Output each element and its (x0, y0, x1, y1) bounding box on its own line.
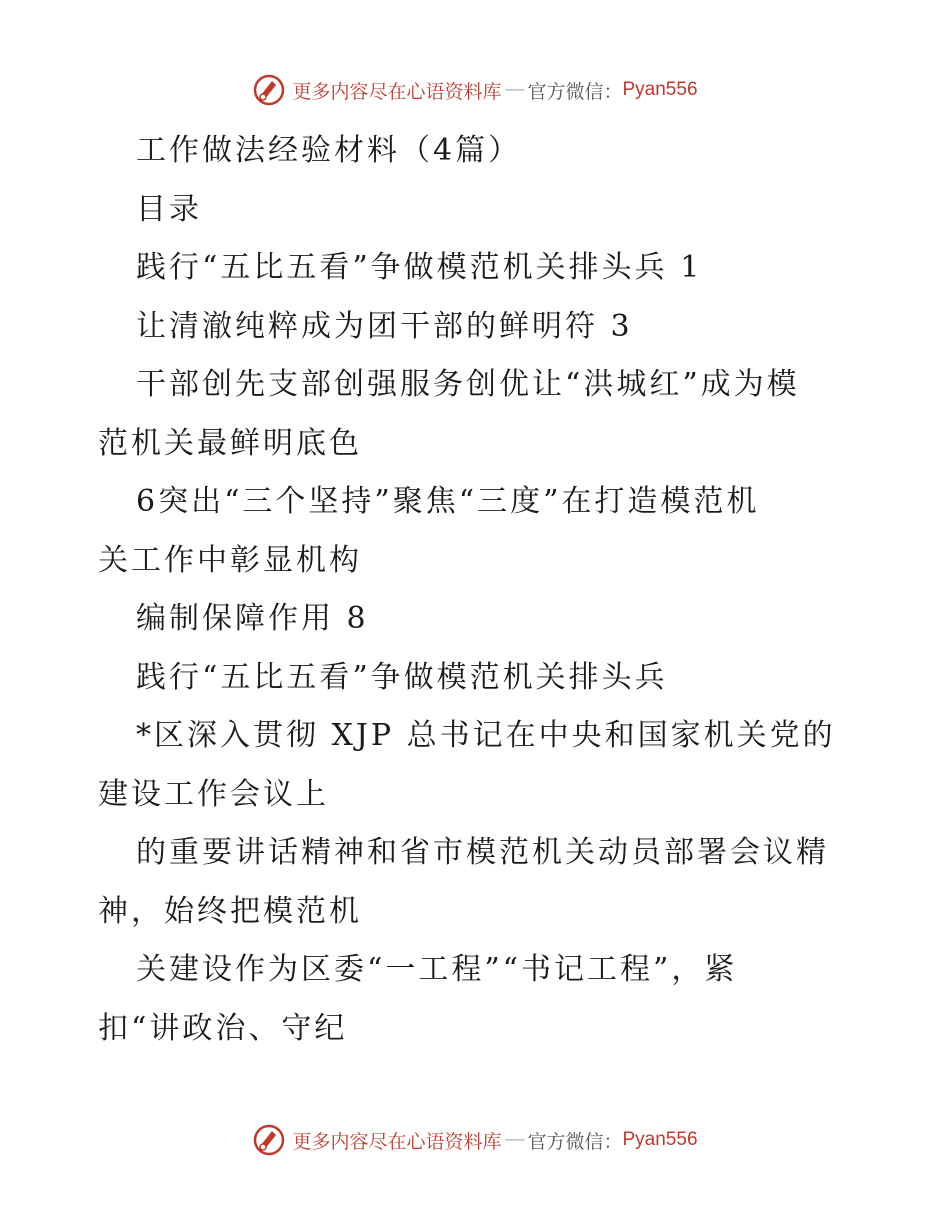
banner-text: 更多内容尽在心语资料库 (292, 1131, 502, 1153)
brand-logo-icon (252, 1123, 286, 1157)
doc-line: 关工作中彰显机构 (98, 542, 362, 578)
doc-line: 范机关最鲜明底色 (98, 425, 362, 461)
banner-id: Pyan556 (622, 1129, 698, 1150)
banner-label: 官方微信： (527, 81, 623, 103)
doc-line: 目录 (136, 191, 202, 227)
banner-id: Pyan556 (622, 79, 698, 100)
doc-line: 6突出“三个坚持”聚焦“三度”在打造模范机 (136, 484, 760, 519)
banner-label: 官方微信： (527, 1131, 623, 1153)
doc-line: 建设工作会议上 (98, 776, 329, 812)
doc-line: 扣“讲政治、守纪 (98, 1010, 348, 1046)
doc-line: 神，始终把模范机 (98, 893, 362, 929)
banner-text: 更多内容尽在心语资料库 (292, 81, 502, 103)
doc-line: 让清澈纯粹成为团干部的鲜明符 3 (136, 308, 633, 344)
doc-line: 关建设作为区委“一工程”“书记工程”，紧 (136, 952, 738, 987)
banner-separator: — (505, 1129, 524, 1150)
doc-line: 编制保障作用 8 (136, 601, 369, 636)
footer-banner (0, 1122, 950, 1158)
header-banner (0, 72, 950, 108)
doc-line: 干部创先支部创强服务创优让“洪城红”成为模 (136, 367, 800, 402)
banner-separator: — (505, 79, 524, 100)
brand-logo-icon (252, 73, 286, 107)
document-body (98, 122, 858, 1058)
doc-line: *区深入贯彻 XJP 总书记在中央和国家机关党的 (136, 718, 836, 753)
doc-line: 践行“五比五看”争做模范机关排头兵 1 (136, 250, 703, 285)
doc-line: 践行“五比五看”争做模范机关排头兵 (136, 659, 668, 695)
doc-line: 工作做法经验材料（4篇） (136, 133, 522, 168)
doc-line: 的重要讲话精神和省市模范机关动员部署会议精 (136, 835, 829, 870)
